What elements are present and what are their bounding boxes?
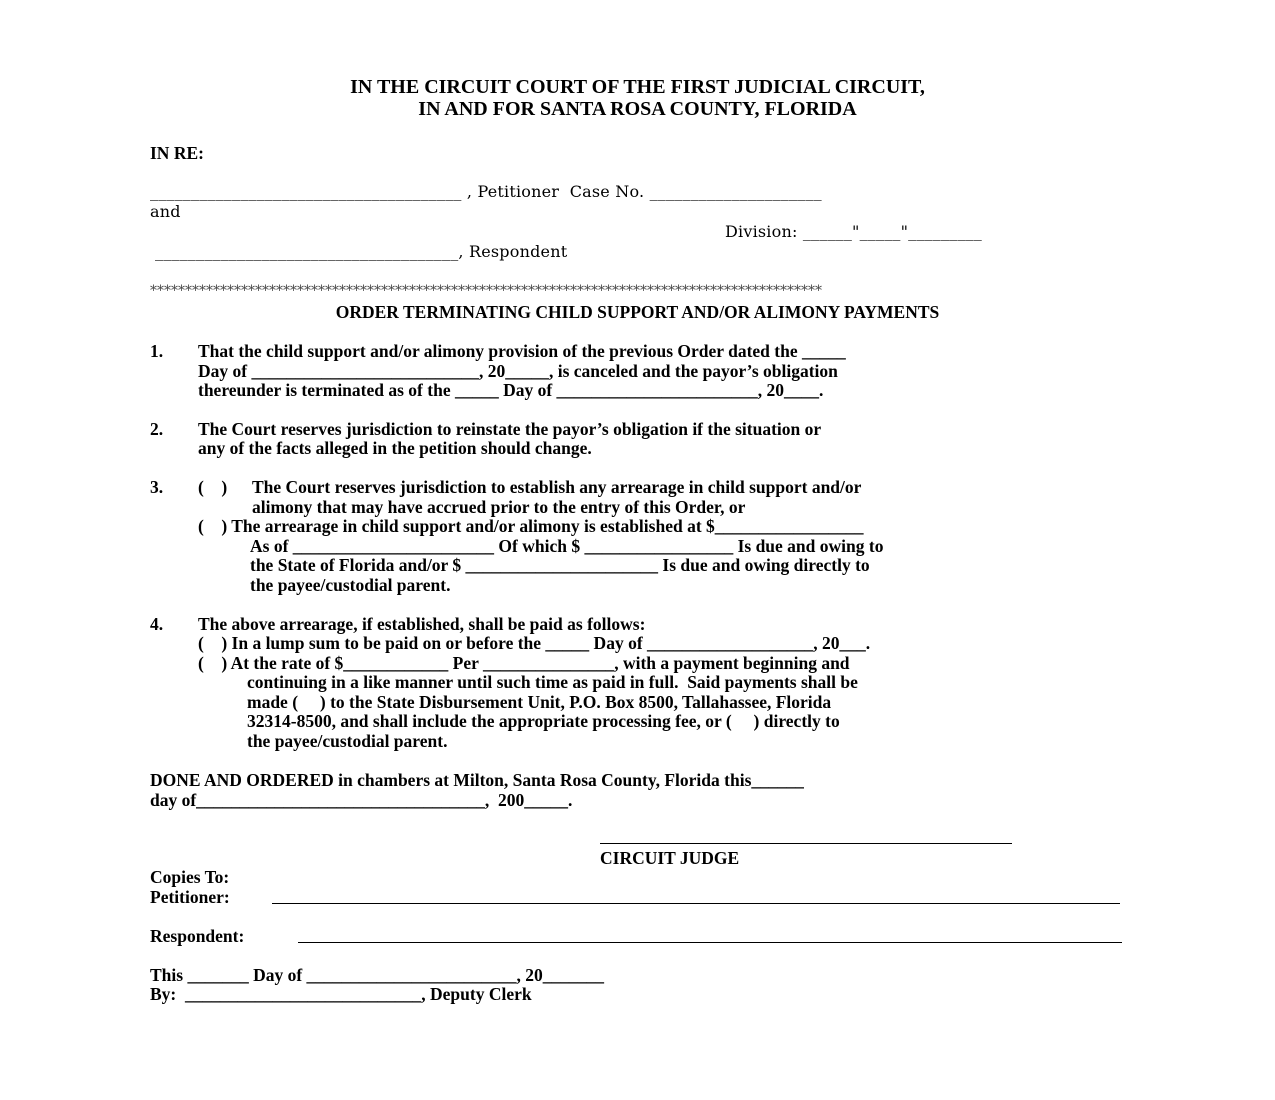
item-4-option-b: ( ) At the rate of $____________ Per _______________, with a payment beginning and xyxy=(198,653,850,673)
item-2-line: any of the facts alleged in the petition should change. xyxy=(198,438,592,458)
item-4-intro: The above arrearage, if established, shall be paid as follows: xyxy=(198,614,646,634)
item-4-option-b-line: 32314-8500, and shall include the appropriate processing fee, or ( ) directly to xyxy=(247,711,840,731)
petitioner-copy-line xyxy=(272,903,1120,904)
circuit-judge-label: CIRCUIT JUDGE xyxy=(600,848,740,868)
item-3-option-a-line: alimony that may have accrued prior to the entry of this Order, or xyxy=(252,497,746,517)
item-3-option-b-line: As of _______________________ Of which $ _________________ Is due and owing to xyxy=(250,536,884,556)
division-line: Division: ______"_____"_________ xyxy=(725,222,982,241)
order-title: ORDER TERMINATING CHILD SUPPORT AND/OR ALIMONY PAYMENTS xyxy=(335,302,940,322)
done-ordered-date-line: day of_________________________________, 200_____. xyxy=(150,790,573,810)
item-1-line: thereunder is terminated as of the _____ Day of _______________________, 20____. xyxy=(198,380,824,400)
deputy-clerk-line: By: ___________________________, Deputy Clerk xyxy=(150,984,532,1004)
court-heading-line-2: IN AND FOR SANTA ROSA COUNTY, FLORIDA xyxy=(418,98,857,120)
item-4-option-b-line: continuing in a like manner until such time as paid in full. Said payments shall be xyxy=(247,672,858,692)
respondent-copy-line xyxy=(298,942,1122,943)
item-3-number: 3. xyxy=(150,477,164,497)
item-2-line: The Court reserves jurisdiction to reinstate the payor’s obligation if the situation or xyxy=(198,419,822,439)
item-4-number: 4. xyxy=(150,614,164,634)
item-1-number: 1. xyxy=(150,341,164,361)
item-3-option-b-line: the payee/custodial parent. xyxy=(250,575,451,595)
clerk-date-line: This _______ Day of ________________________, 20_______ xyxy=(150,965,605,985)
respondent-copy-label: Respondent: xyxy=(150,926,245,946)
in-re-label: IN RE: xyxy=(150,143,204,163)
petitioner-case-line: ______________________________________ , Petitioner Case No. _____________________ xyxy=(150,182,822,201)
item-1-line: That the child support and/or alimony provision of the previous Order dated the _____ xyxy=(198,341,846,361)
petitioner-copy-label: Petitioner: xyxy=(150,887,230,907)
item-1-line: Day of __________________________, 20_____, is canceled and the payor’s obligation xyxy=(198,361,838,381)
item-3-option-b-line: ( ) The arrearage in child support and/or alimony is established at $_________________ xyxy=(198,516,864,536)
and-label: and xyxy=(150,202,181,221)
respondent-line: _____________________________________, Respondent xyxy=(155,242,568,261)
done-ordered-line: DONE AND ORDERED in chambers at Milton, Santa Rosa County, Florida this______ xyxy=(150,770,804,790)
item-4-option-a: ( ) In a lump sum to be paid on or before the _____ Day of ___________________, 20___. xyxy=(198,633,871,653)
judge-signature-line xyxy=(600,843,1012,844)
copies-to-label: Copies To: xyxy=(150,867,230,887)
item-3-option-b-line: the State of Florida and/or $ ______________________ Is due and owing directly to xyxy=(250,555,870,575)
court-heading-line-1: IN THE CIRCUIT COURT OF THE FIRST JUDICIAL CIRCUIT, xyxy=(350,76,925,98)
item-3-option-a-checkbox[interactable]: ( ) xyxy=(198,477,228,497)
item-4-option-b-line: the payee/custodial parent. xyxy=(247,731,448,751)
item-3-option-a-line: The Court reserves jurisdiction to establish any arrearage in child support and/or xyxy=(252,477,862,497)
item-4-option-b-line: made ( ) to the State Disbursement Unit, P.O. Box 8500, Tallahassee, Florida xyxy=(247,692,832,712)
item-2-number: 2. xyxy=(150,419,164,439)
separator-stars: ************************************************************************************************ xyxy=(150,283,822,299)
